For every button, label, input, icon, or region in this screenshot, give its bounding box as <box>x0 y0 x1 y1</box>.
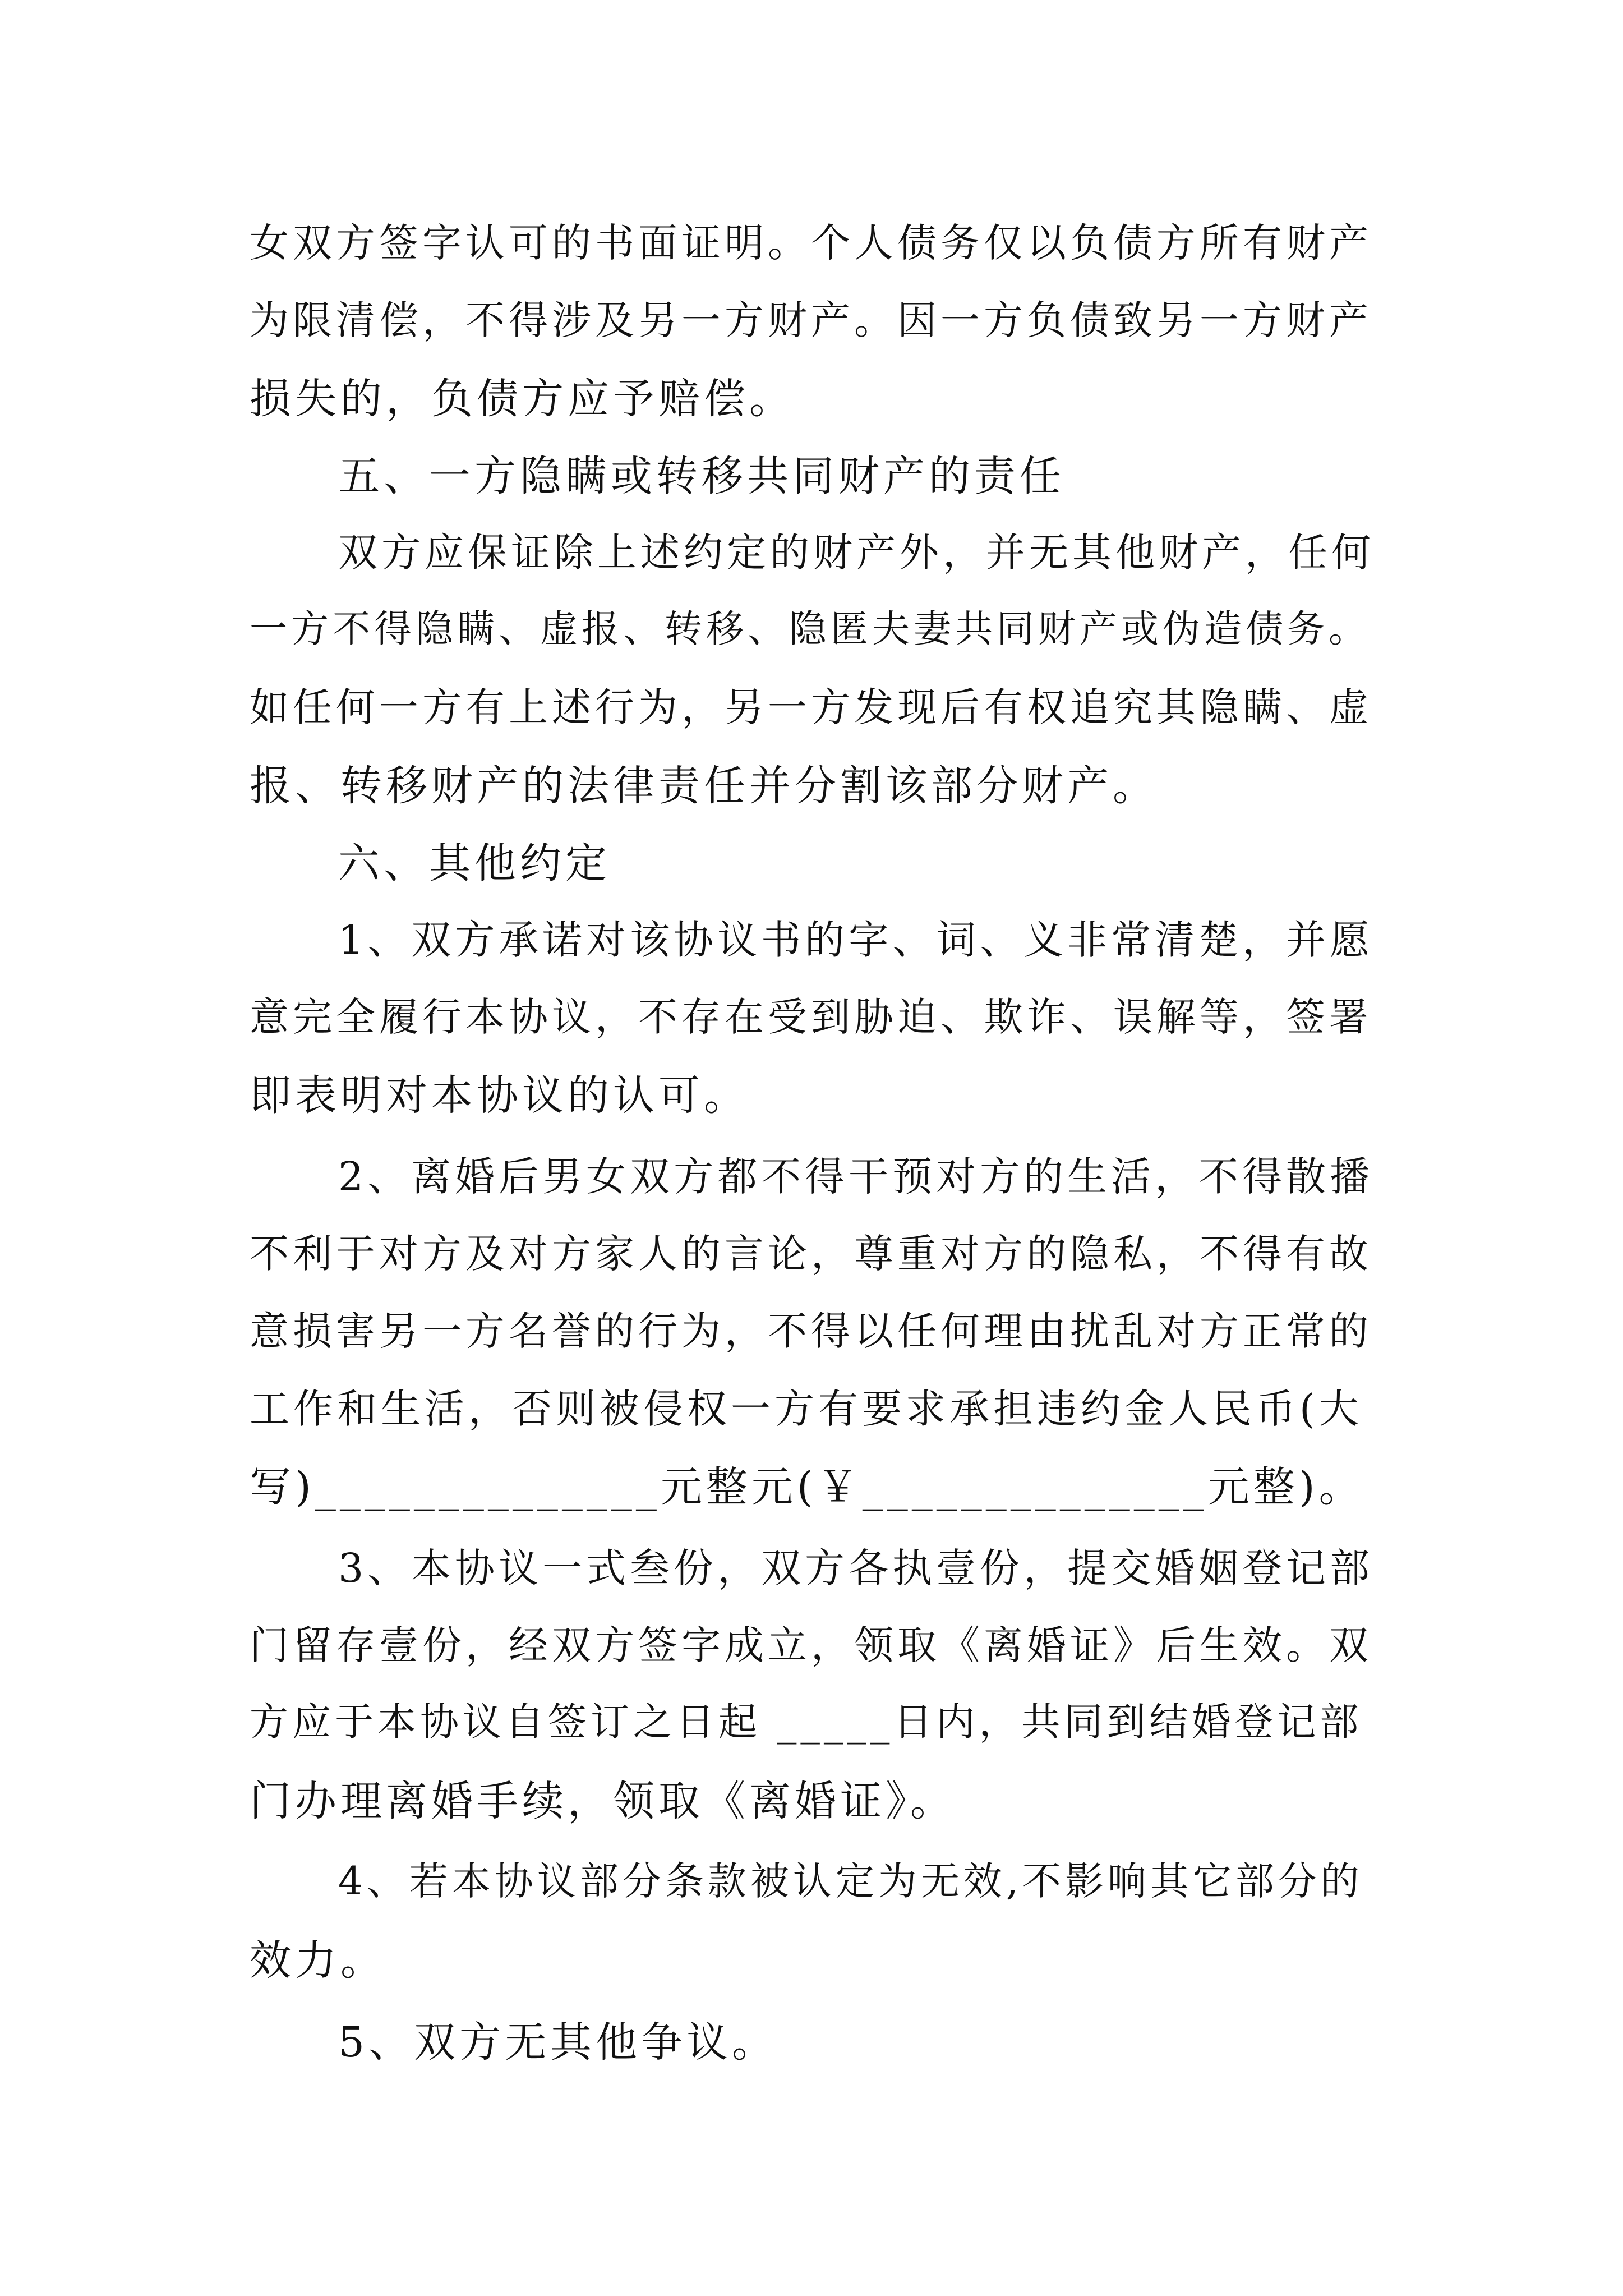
text-line: 女双方签字认可的书面证明。个人债务仅以负债方所有财产 <box>250 220 1372 266</box>
text-line: 意损害另一方名誉的行为，不得以任何理由扰乱对方正常的 <box>250 1308 1372 1354</box>
section-heading-6: 六、其他约定 <box>338 839 611 887</box>
text-line: 门留存壹份，经双方签字成立，领取《离婚证》后生效。双 <box>250 1622 1372 1668</box>
text-line: 写)______________元整元(￥______________元整)。 <box>250 1463 1364 1511</box>
clause-4-line: 4、若本协议部分条款被认定为无效,不影响其它部分的 <box>338 1859 1363 1904</box>
text-line: 意完全履行本协议，不存在受到胁迫、欺诈、误解等，签署 <box>250 994 1372 1040</box>
text-line: 即表明对本协议的认可。 <box>250 1071 749 1120</box>
text-line: 报、转移财产的法律责任并分割该部分财产。 <box>250 762 1158 810</box>
text-line: 如任何一方有上述行为，另一方发现后有权追究其隐瞒、虚 <box>250 684 1372 730</box>
text-line: 损失的，负债方应予赔偿。 <box>250 375 795 423</box>
text-line: 为限清偿，不得涉及另一方财产。因一方负债致另一方财产 <box>250 297 1372 343</box>
text-line: 工作和生活，否则被侵权一方有要求承担违约金人民币(大 <box>250 1386 1363 1432</box>
clause-2-line: 2、离婚后男女双方都不得干预对方的生活，不得散播 <box>338 1153 1374 1200</box>
text-line: 不利于对方及对方家人的言论，尊重对方的隐私，不得有故 <box>250 1231 1372 1277</box>
clause-1-line: 1、双方承诺对该协议书的字、词、义非常清楚，并愿 <box>338 917 1374 963</box>
text-line: 效力。 <box>250 1936 386 1985</box>
section-heading-5: 五、一方隐瞒或转移共同财产的责任 <box>338 452 1065 500</box>
clause-5-line: 5、双方无其他争议。 <box>338 2018 778 2067</box>
text-line: 门办理离婚手续，领取《离婚证》。 <box>250 1777 956 1825</box>
clause-3-line: 3、本协议一式叁份，双方各执壹份，提交婚姻登记部 <box>338 1545 1374 1591</box>
text-line: 方应于本协议自签订之日起 _____日内，共同到结婚登记部 <box>250 1700 1363 1745</box>
text-line: 双方应保证除上述约定的财产外，并无其他财产，任何 <box>338 530 1375 576</box>
text-line: 一方不得隐瞒、虚报、转移、隐匿夫妻共同财产或伪造债务。 <box>250 607 1370 651</box>
